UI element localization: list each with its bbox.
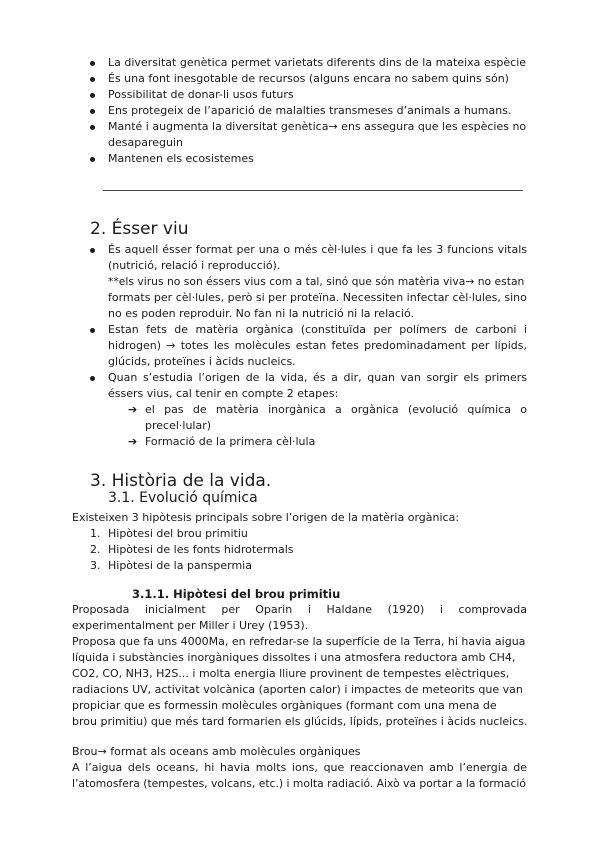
paragraph-line: Proposa que fa uns 4000Ma, en refredar-se la superfície de la Terra, hi havia aigua xyxy=(72,635,526,648)
sub-item-line: Formació de la primera cèl·lula xyxy=(145,435,316,448)
paragraph-line: experimentalment per Miller i Urey (1953). xyxy=(72,619,309,632)
subsection-heading: 3.1. Evolució química xyxy=(108,490,258,506)
list-number: 2. xyxy=(90,543,101,556)
paragraph-line: radiacions UV, activitat volcànica (aporten calor) i impactes de meteorits que van xyxy=(72,683,523,696)
bullet-icon xyxy=(90,328,95,333)
paragraph-line: Brou→ format als oceans amb molècules orgàniques xyxy=(72,745,361,758)
paragraph-line: formats per cèl·lules, però si per proteïna. Necessiten infectar cèl·lules, sino xyxy=(108,291,527,304)
bullet-icon xyxy=(90,109,95,114)
bullet-text: La diversitat genètica permet varietats diferents dins de la mateixa espècie xyxy=(108,56,527,69)
paragraph-line: brou primitiu) que més tard formarien els glúcids, lípids, proteïnes i àcids nucleics. xyxy=(72,715,528,728)
bullet-icon xyxy=(90,77,95,82)
paragraph-line: éssers vius, cal tenir en compte 2 etapes: xyxy=(108,387,339,400)
bullet-text: Manté i augmenta la diversitat genètica→ ens assegura que les espècies no xyxy=(108,120,527,133)
arrow-icon: ➔ xyxy=(128,403,138,416)
paragraph-line: És aquell ésser format per una o més cèl·lules i que fa les 3 funcions vitals xyxy=(108,243,527,256)
bullet-text: Possibilitat de donar-li usos futurs xyxy=(108,88,294,101)
bullet-text: Ens protegeix de l’aparició de malalties transmeses d’animals a humans. xyxy=(108,104,512,117)
bullet-text: Mantenen els ecosistemes xyxy=(108,152,254,165)
paragraph-line: hidrogen) → totes les molècules estan fetes predominadament per lípids, xyxy=(108,339,527,352)
paragraph-line: glúcids, proteïnes i àcids nucleics. xyxy=(108,355,296,368)
bullet-icon xyxy=(90,376,95,381)
list-number: 3. xyxy=(90,559,101,572)
paragraph-line: l’atomosfera (tempestes, volcans, etc.) i molta radiació. Això va portar a la formació xyxy=(72,777,526,790)
paragraph-line: A l’aigua dels oceans, hi havia molts ions, que reaccionaven amb l’energia de xyxy=(72,761,527,774)
sub-item-line: el pas de matèria inorgànica a orgànica (evolució química o xyxy=(145,403,527,416)
section-heading: 3. Història de la vida. xyxy=(90,471,272,491)
list-item: Hipòtesi de la panspermia xyxy=(108,559,252,572)
paragraph-line: propiciar que es formessin molècules orgàniques (formant com una mena de xyxy=(72,699,497,712)
list-item: Hipòtesi del brou primitiu xyxy=(108,527,248,540)
paragraph-line: Quan s’estudia l’origen de la vida, és a dir, quan van sorgir els primers xyxy=(108,371,527,384)
bullet-icon xyxy=(90,93,95,98)
paragraph-line: (nutrició, relació i reproducció). xyxy=(108,259,281,272)
horizontal-divider xyxy=(103,190,523,191)
list-item: Hipòtesi de les fonts hidrotermals xyxy=(108,543,294,556)
bullet-text: És una font inesgotable de recursos (alguns encara no sabem quins són) xyxy=(108,72,509,85)
bullet-icon xyxy=(90,248,95,253)
paragraph-line: no es poden reproduir. No fan ni la nutrició ni la relació. xyxy=(108,307,415,320)
sub-item-line: precel·lular) xyxy=(145,419,212,432)
paragraph-line: Proposada inicialment per Oparin i Haldane (1920) i comprovada xyxy=(72,603,527,616)
bullet-text-continued: desapareguin xyxy=(108,136,183,149)
list-number: 1. xyxy=(90,527,101,540)
paragraph-line: **els virus no son éssers vius com a tal, sinó que són matèria viva→ no estan xyxy=(108,275,525,288)
paragraph-line: CO2, CO, NH3, H2S... i molta energia lliure provinent de tempestes elèctriques, xyxy=(72,667,510,680)
paragraph-line: Estan fets de matèria orgànica (constituïda per polímers de carboni i xyxy=(108,323,527,336)
intro-text: Existeixen 3 hipòtesis principals sobre l’origen de la matèria orgànica: xyxy=(72,511,460,524)
paragraph-line: líquida i substàncies inorgàniques dissoltes i una atmosfera reductora amb CH4, xyxy=(72,651,516,664)
section-heading: 2. Ésser viu xyxy=(90,219,189,239)
arrow-icon: ➔ xyxy=(128,435,138,448)
subsubsection-heading: 3.1.1. Hipòtesi del brou primitiu xyxy=(132,587,341,601)
bullet-icon xyxy=(90,61,95,66)
bullet-icon xyxy=(90,157,95,162)
bullet-icon xyxy=(90,125,95,130)
